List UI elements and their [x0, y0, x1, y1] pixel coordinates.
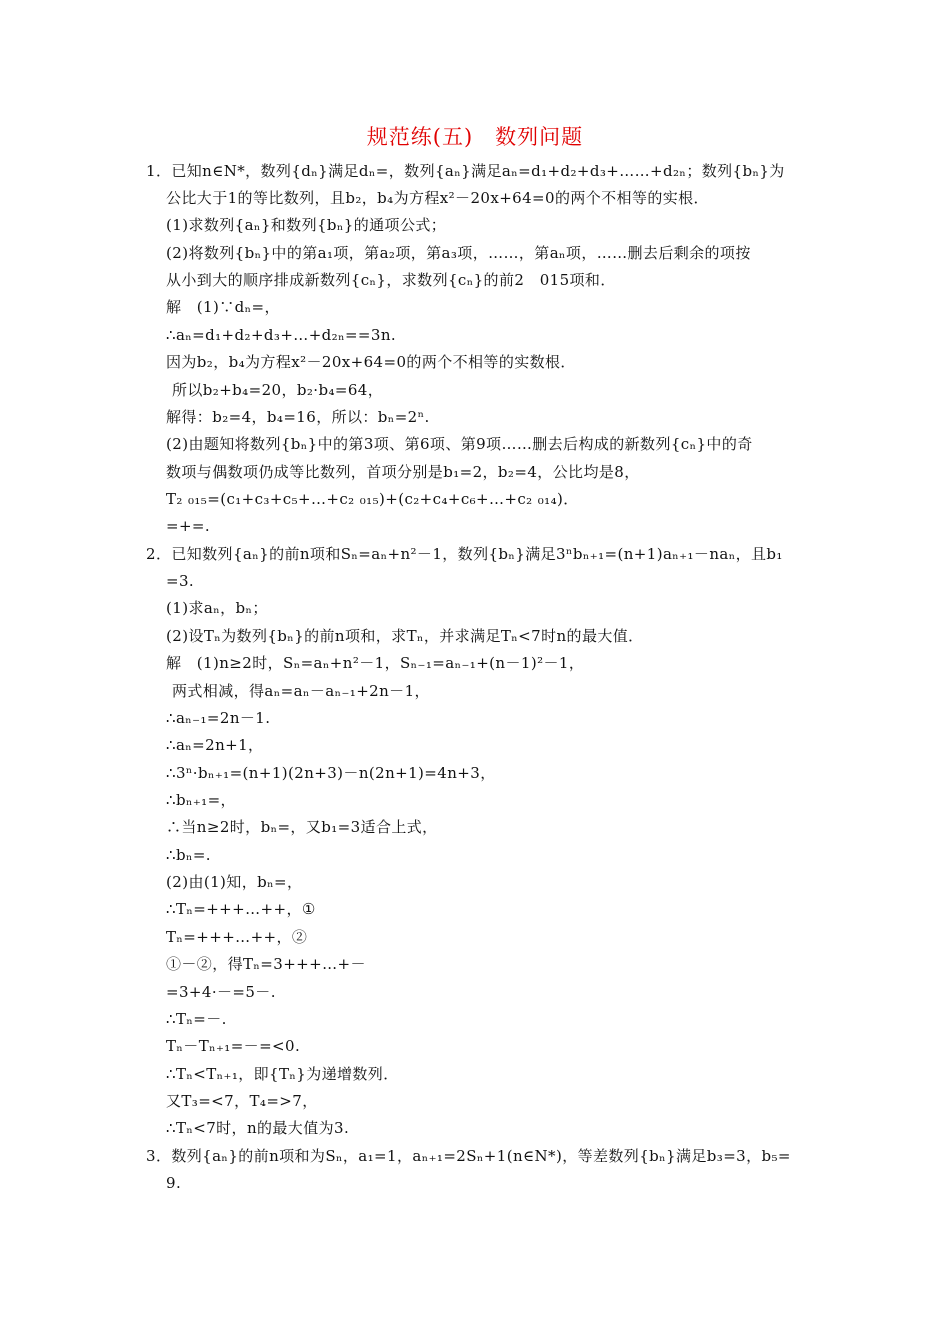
solution-2-line: 又T₃=<7，T₄=>7， — [166, 1092, 318, 1110]
solution-2-line: ∴bₙ=. — [166, 846, 211, 864]
problem-1-statement-cont: 公比大于1的等比数列，且b₂，b₄为方程x²－20x+64=0的两个不相等的实根． — [166, 189, 709, 207]
solution-2-line: (2)由(1)知，bₙ=， — [166, 873, 303, 891]
problem-2-statement-cont: =3. — [166, 572, 195, 590]
solution-2-line: ∴bₙ₊₁=， — [166, 791, 236, 809]
solution-2-line: Tₙ=+++…++，② — [166, 928, 308, 946]
solution-1-line: 数项与偶数项仍成等比数列，首项分别是b₁=2，b₂=4，公比均是8， — [166, 463, 640, 481]
solution-1-line: T₂ ₀₁₅=(c₁+c₃+c₅+…+c₂ ₀₁₅)+(c₂+c₄+c₆+…+c₂ ₀₁₄)． — [166, 490, 579, 508]
page-title: 规范练(五) 数列问题 — [366, 125, 584, 149]
solution-2-line: ∴aₙ₋₁=2n－1. — [166, 709, 271, 727]
problem-1-part-1: (1)求数列{aₙ}和数列{bₙ}的通项公式； — [166, 216, 447, 234]
problem-3-statement-cont: 9. — [166, 1174, 182, 1192]
solution-2-line: ∴aₙ=2n+1， — [166, 736, 264, 754]
problem-2-part-1: (1)求aₙ，bₙ； — [166, 599, 268, 617]
solution-2-line: ∴Tₙ=+++…++，① — [166, 900, 316, 918]
solution-2-line: Tₙ－Tₙ₊₁=－=<0. — [166, 1037, 301, 1055]
solution-2-line: ∴Tₙ=－. — [166, 1010, 227, 1028]
solution-2-line: ∴Tₙ<7时，n的最大值为3. — [166, 1119, 350, 1137]
solution-2-line: ①－②，得Tₙ=3+++…+－ — [166, 955, 366, 973]
solution-1-line: ∴aₙ=d₁+d₂+d₃+…+d₂ₙ==3n. — [166, 326, 397, 344]
solution-2-line: ∴3ⁿ·bₙ₊₁=(n+1)(2n+3)－n(2n+1)=4n+3， — [166, 764, 496, 782]
problem-3-statement: 3．数列{aₙ}的前n项和为Sₙ，a₁=1，aₙ₊₁=2Sₙ+1(n∈N*)，等差数列{bₙ}满足b₃=3，b₅= — [146, 1147, 791, 1165]
solution-1-line: 解 (1)∵dₙ=， — [166, 298, 280, 316]
solution-1-line: 因为b₂，b₄为方程x²－20x+64=0的两个不相等的实数根． — [166, 353, 576, 371]
solution-1-line: (2)由题知将数列{bₙ}中的第3项、第6项、第9项……删去后构成的新数列{cₙ}中的奇 — [166, 435, 753, 453]
solution-2-line: ∴Tₙ<Tₙ₊₁，即{Tₙ}为递增数列． — [166, 1065, 399, 1083]
problem-1-statement: 1．已知n∈N*，数列{dₙ}满足dₙ=，数列{aₙ}满足aₙ=d₁+d₂+d₃+……+d₂ₙ；数列{bₙ}为 — [146, 162, 785, 180]
solution-2-line: 两式相减，得aₙ=aₙ－aₙ₋₁+2n－1， — [172, 682, 430, 700]
problem-1-part-2-cont: 从小到大的顺序排成新数列{cₙ}，求数列{cₙ}的前2 015项和． — [166, 271, 616, 289]
problem-2-part-2: (2)设Tₙ为数列{bₙ}的前n项和，求Tₙ，并求满足Tₙ<7时n的最大值． — [166, 627, 644, 645]
solution-2-line: ∴当n≥2时，bₙ=，又b₁=3适合上式， — [166, 818, 438, 836]
problem-2-statement: 2．已知数列{aₙ}的前n项和Sₙ=aₙ+n²－1，数列{bₙ}满足3ⁿbₙ₊₁=(n+1)aₙ₊₁－naₙ，且b₁ — [146, 545, 783, 563]
solution-1-line: 解得：b₂=4，b₄=16，所以：bₙ=2ⁿ. — [166, 408, 430, 426]
solution-2-line: =3+4·－=5－. — [166, 983, 276, 1001]
solution-1-line: =+=. — [166, 517, 211, 535]
solution-2-line: 解 (1)n≥2时，Sₙ=aₙ+n²－1，Sₙ₋₁=aₙ₋₁+(n－1)²－1， — [166, 654, 585, 672]
solution-1-line: 所以b₂+b₄=20，b₂·b₄=64， — [172, 381, 384, 399]
problem-1-part-2: (2)将数列{bₙ}中的第a₁项，第a₂项，第a₃项，……，第aₙ项，……删去后剩余的项按 — [166, 244, 751, 262]
